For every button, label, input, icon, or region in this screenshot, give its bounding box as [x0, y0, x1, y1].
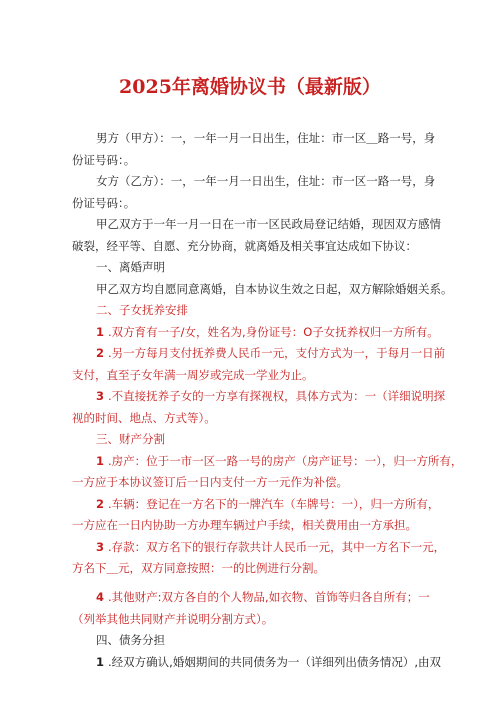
line-text: .不直接抚养子女的一方享有探视权，具体方式为：一（详细说明探: [108, 389, 446, 403]
item-number: 2: [96, 346, 109, 360]
text-line: [96, 130, 435, 146]
item-number: 1: [96, 325, 109, 339]
text-line: [72, 517, 417, 533]
line-text: 份证号码：。: [72, 153, 136, 167]
line-text: .车辆：登记在一方名下的一牌汽车（车牌号：一），归一方所有，: [108, 497, 440, 511]
text-line: [96, 173, 435, 189]
text-line: [96, 324, 439, 340]
line-text: 一、离婚声明: [96, 260, 165, 274]
line-text: 份证号码：。: [72, 196, 136, 210]
text-line: [96, 589, 430, 605]
text-line: [72, 152, 135, 168]
line-text: .房产：位于一市一区一路一号的房产（房产证号：一），归一方所有，: [108, 454, 463, 468]
item-number: 3: [96, 389, 109, 403]
line-text: 甲乙双方于一年一月一日在一市一区民政局登记结婚，现因双方感情: [96, 217, 441, 231]
text-line: [72, 367, 314, 383]
text-line: [96, 453, 462, 469]
line-text: 方名下＿元，双方同意按照：一的比例进行分割。: [72, 561, 325, 575]
text-line: [96, 388, 445, 404]
line-text: .经双方确认,婚姻期间的共同债务为一（详细列出债务情况）,由双: [108, 655, 441, 669]
document-title: 2025年离婚协议书（最新版）: [119, 76, 381, 98]
text-line: [72, 560, 325, 576]
line-text: 一方应在一日内协助一方办理车辆过户手续，相关费用由一方承担。: [72, 518, 417, 532]
text-line: [96, 654, 441, 670]
text-line: [96, 431, 165, 447]
line-text: （列举其他共同财产并说明分割方式）。: [72, 612, 274, 626]
line-text: 一方应于本协议签订后一日内支付一方一元作为补偿。: [72, 475, 348, 489]
item-number: 1: [96, 655, 109, 669]
line-text: .另一方每月支付抚养费人民币一元，支付方式为一，于每月一日前: [108, 346, 446, 360]
line-text: .其他财产:双方各自的个人物品,如衣物、首饰等归各自所有；一: [108, 590, 430, 604]
line-text: 破裂，经平等、自愿、充分协商，就离婚及相关事宜达成如下协议：: [72, 239, 417, 253]
line-text: 三、财产分割: [96, 432, 165, 446]
text-line: [96, 281, 453, 297]
text-line: [96, 632, 165, 648]
text-line: [72, 474, 348, 490]
text-line: [72, 611, 273, 627]
item-number: 1: [96, 454, 109, 468]
line-text: 四、债务分担: [96, 633, 165, 647]
line-text: .存款：双方名下的银行存款共计人民币一元，其中一方名下一元，: [108, 540, 446, 554]
line-text: 甲乙双方均自愿同意离婚，自本协议生效之日起，双方解除婚姻关系。: [96, 282, 453, 296]
item-number: 4: [96, 590, 109, 604]
line-text: 男方（甲方）：一，一年一月一日出生，住址：市一区＿路一号，身: [96, 131, 436, 145]
text-line: [96, 496, 439, 512]
text-line: [72, 238, 417, 254]
text-line: [72, 410, 216, 426]
text-line: [96, 259, 165, 275]
line-text: 女方（乙方）：一，一年一月一日出生，住址：市一区一路一号，身: [96, 174, 436, 188]
text-line: [96, 345, 445, 361]
text-line: [96, 302, 188, 318]
line-text: 视的时间、地点、方式等）。: [72, 411, 216, 425]
line-text: 支付，直至子女年满一周岁或完成一学业为止。: [72, 368, 314, 382]
line-text: 二、子女抚养安排: [96, 303, 188, 317]
line-text: .双方育有一子/女，姓名为,身份证号：O子女抚养权归一方所有。: [108, 325, 439, 339]
text-line: [72, 195, 135, 211]
text-line: [96, 216, 441, 232]
item-number: 2: [96, 497, 109, 511]
item-number: 3: [96, 540, 109, 554]
text-line: [96, 539, 445, 555]
